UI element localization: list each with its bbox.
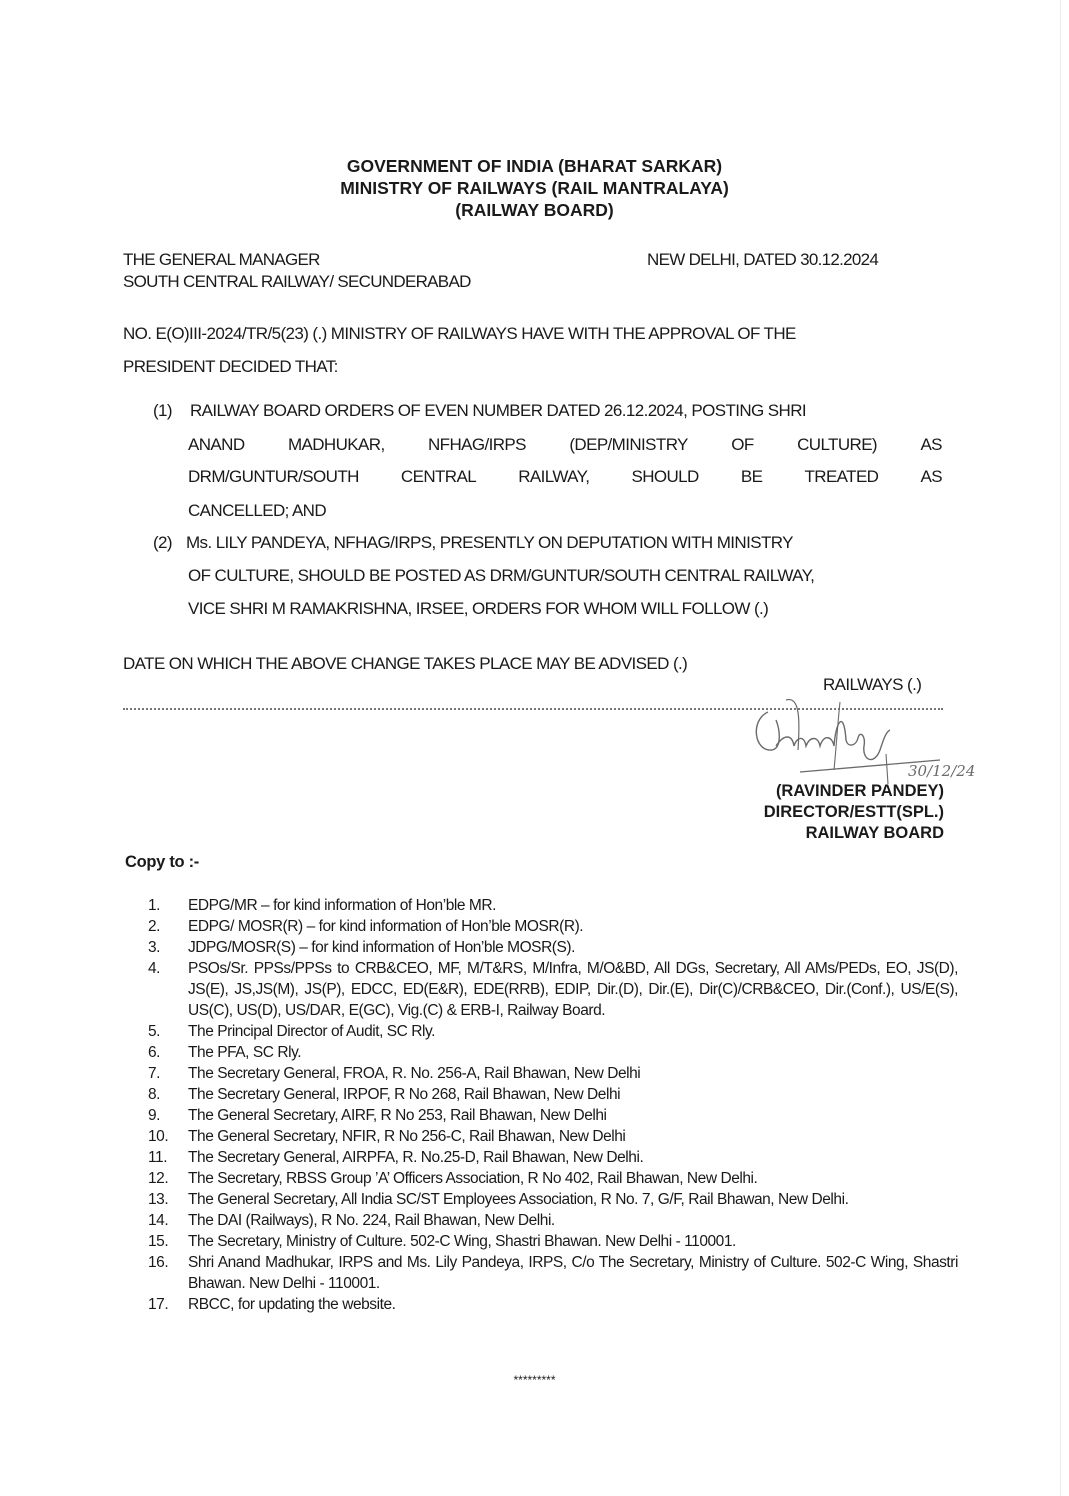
intro-line-2: PRESIDENT DECIDED THAT: <box>123 357 338 376</box>
intro-line-1: NO. E(O)III-2024/TR/5(23) (.) MINISTRY OF RAILWAYS HAVE WITH THE APPROVAL OF THE <box>123 324 796 343</box>
copy-to-item-text: The Principal Director of Audit, SC Rly. <box>188 1023 436 1040</box>
advice-line: DATE ON WHICH THE ABOVE CHANGE TAKES PLACE MAY BE ADVISED (.) <box>123 654 688 673</box>
copy-to-item <box>148 1189 958 1210</box>
copy-to-item <box>148 1042 958 1063</box>
point-1-line-2 <box>188 435 942 455</box>
copy-to-item <box>148 1126 958 1147</box>
word: AS <box>920 467 942 486</box>
copy-to-item-text: PSOs/Sr. PPSs/PPSs to CRB&CEO, MF, M/T&RS, M/Infra, M/O&BD, All DGs, Secretary, All AMs/PEDs, EO, JS(D), JS(E), JS,JS(M), JS(P), EDCC, ED(E&R), EDE(RRB), EDIP, Dir.(D), Dir.(E), Dir(C)/CRB&CEO, Dir.(Conf.), US/E(S), US(C), US(D), US/DAR, E(GC), Vig.(C) & ERB-I, Railway Board. <box>188 960 958 1019</box>
copy-to-item <box>148 1210 958 1231</box>
word: ANAND <box>188 435 245 454</box>
word: TREATED <box>804 467 879 486</box>
point-1-number: (1) <box>153 401 172 420</box>
copy-to-item-number: 10. <box>148 1128 169 1145</box>
railways-stop: RAILWAYS (.) <box>823 675 922 694</box>
copy-to-item-number: 12. <box>148 1170 169 1187</box>
copy-to-label: Copy to :- <box>125 853 199 871</box>
copy-to-item <box>148 1021 958 1042</box>
copy-to-item <box>148 1168 958 1189</box>
copy-to-item-text: The Secretary, Ministry of Culture. 502-C Wing, Shastri Bhawan. New Delhi - 110001. <box>188 1233 736 1250</box>
copy-to-item-number: 1. <box>148 897 161 914</box>
letterhead-line-1: GOVERNMENT OF INDIA (BHARAT SARKAR) <box>346 156 723 176</box>
signature-date: 30/12/24 <box>908 762 976 780</box>
letterhead-line-2: MINISTRY OF RAILWAYS (RAIL MANTRALAYA) <box>340 178 729 198</box>
word: CULTURE) <box>797 435 877 454</box>
copy-to-item-text: EDPG/MR – for kind information of Hon’ble MR. <box>188 897 496 914</box>
copy-to-item-text: The Secretary General, AIRPFA, R. No.25-D, Rail Bhawan, New Delhi. <box>188 1149 644 1166</box>
point-1-line-3 <box>188 467 942 487</box>
copy-to-item-number: 8. <box>148 1086 161 1103</box>
word: DRM/GUNTUR/SOUTH <box>188 467 359 486</box>
copy-to-item-number: 6. <box>148 1044 161 1061</box>
copy-to-item-text: EDPG/ MOSR(R) – for kind information of Hon’ble MOSR(R). <box>188 918 584 935</box>
addressee-line-1: THE GENERAL MANAGER <box>123 250 320 269</box>
copy-to-item-number: 14. <box>148 1212 169 1229</box>
word: (DEP/MINISTRY <box>569 435 688 454</box>
copy-to-list <box>148 895 958 1315</box>
copy-to-item-text: The General Secretary, AIRF, R No 253, Rail Bhawan, New Delhi <box>188 1107 607 1124</box>
copy-to-item-number: 16. <box>148 1254 169 1271</box>
copy-to-item <box>148 1063 958 1084</box>
copy-to-item-number: 3. <box>148 939 161 956</box>
copy-to-item <box>148 1105 958 1126</box>
copy-to-item <box>148 895 958 916</box>
copy-to-item-text: The Secretary, RBSS Group ’A’ Officers Association, R No 402, Rail Bhawan, New Delhi. <box>188 1170 758 1187</box>
addressee-line-2: SOUTH CENTRAL RAILWAY/ SECUNDERABAD <box>123 272 471 291</box>
word: BE <box>740 467 763 486</box>
point-2-number: (2) <box>153 533 172 552</box>
word: SHOULD <box>631 467 699 486</box>
copy-to-item <box>148 937 958 958</box>
signatory-name: (RAVINDER PANDEY) <box>775 782 944 800</box>
copy-to-item-number: 2. <box>148 918 161 935</box>
copy-to-item <box>148 1084 958 1105</box>
word: RAILWAY, <box>518 467 590 486</box>
end-marker: ********* <box>513 1373 556 1387</box>
letterhead-line-3: (RAILWAY BOARD) <box>455 200 614 220</box>
addressee <box>123 249 471 293</box>
copy-to-item-number: 15. <box>148 1233 169 1250</box>
word: CENTRAL <box>400 467 477 486</box>
signatory-office: RAILWAY BOARD <box>805 824 944 842</box>
point-2-line-3: VICE SHRI M RAMAKRISHNA, IRSEE, ORDERS FOR WHOM WILL FOLLOW (.) <box>188 599 769 618</box>
signatory-designation: DIRECTOR/ESTT(SPL.) <box>763 803 944 821</box>
copy-to-item <box>148 1231 958 1252</box>
copy-to-item-text: Shri Anand Madhukar, IRPS and Ms. Lily Pandeya, IRPS, C/o The Secretary, Ministry of Culture. 502-C Wing, Shastri Bhawan. New Delhi - 110001. <box>188 1254 958 1292</box>
copy-to-item <box>148 958 958 1021</box>
signatory-block <box>764 781 944 844</box>
copy-to-item-text: The Secretary General, FROA, R. No. 256-A, Rail Bhawan, New Delhi <box>188 1065 641 1082</box>
word: NFHAG/IRPS <box>428 435 526 454</box>
place-and-date: NEW DELHI, DATED 30.12.2024 <box>647 250 879 269</box>
copy-to-item <box>148 1147 958 1168</box>
scan-edge-line <box>1060 0 1061 1496</box>
point-1-line-4: CANCELLED; AND <box>188 501 327 520</box>
point-2-line-2: OF CULTURE, SHOULD BE POSTED AS DRM/GUNTUR/SOUTH CENTRAL RAILWAY, <box>188 566 815 585</box>
word: AS <box>920 435 942 454</box>
letterhead <box>0 155 1069 221</box>
copy-to-item-text: The Secretary General, IRPOF, R No 268, Rail Bhawan, New Delhi <box>188 1086 621 1103</box>
copy-to-item-text: The DAI (Railways), R No. 224, Rail Bhawan, New Delhi. <box>188 1212 555 1229</box>
copy-to-item <box>148 916 958 937</box>
copy-to-item-number: 13. <box>148 1191 169 1208</box>
copy-to-item-text: RBCC, for updating the website. <box>188 1296 396 1313</box>
point-1-line-1: RAILWAY BOARD ORDERS OF EVEN NUMBER DATED 26.12.2024, POSTING SHRI <box>190 401 807 420</box>
copy-to-item-text: JDPG/MOSR(S) – for kind information of Hon’ble MOSR(S). <box>188 939 575 956</box>
copy-to-item <box>148 1252 958 1294</box>
word: MADHUKAR, <box>287 435 385 454</box>
copy-to-item <box>148 1294 958 1315</box>
point-2-line-1: Ms. LILY PANDEYA, NFHAG/IRPS, PRESENTLY ON DEPUTATION WITH MINISTRY <box>186 533 793 552</box>
copy-to-item-number: 7. <box>148 1065 161 1082</box>
copy-to-item-number: 9. <box>148 1107 161 1124</box>
copy-to-item-number: 5. <box>148 1023 161 1040</box>
copy-to-item-text: The PFA, SC Rly. <box>188 1044 302 1061</box>
copy-to-item-number: 4. <box>148 960 161 977</box>
copy-to-item-number: 11. <box>148 1149 168 1166</box>
word: OF <box>731 435 754 454</box>
copy-to-item-text: The General Secretary, All India SC/ST Employees Association, R No. 7, G/F, Rail Bhawan, New Delhi. <box>188 1191 849 1208</box>
copy-to-item-number: 17. <box>148 1296 169 1313</box>
copy-to-item-text: The General Secretary, NFIR, R No 256-C, Rail Bhawan, New Delhi <box>188 1128 626 1145</box>
